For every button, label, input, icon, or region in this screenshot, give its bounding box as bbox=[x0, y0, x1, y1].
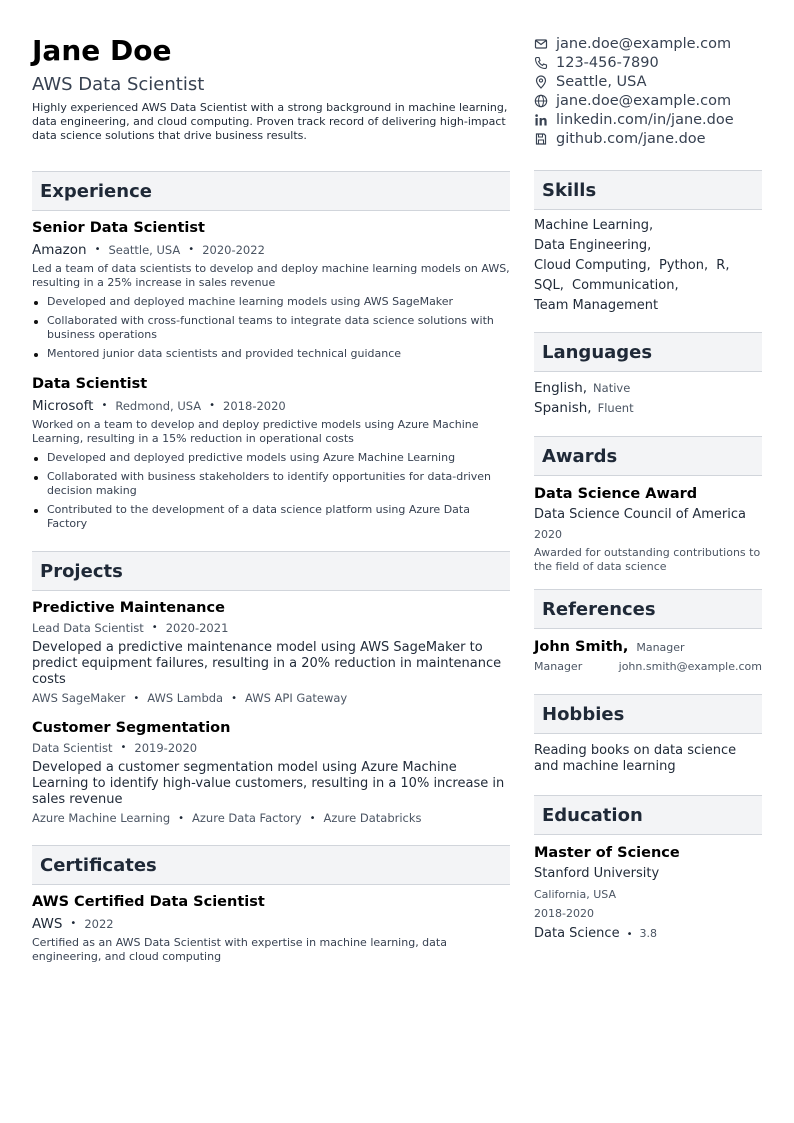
separator-dot: • bbox=[101, 400, 108, 411]
project-meta bbox=[32, 739, 510, 757]
language-name: Spanish, bbox=[534, 400, 592, 416]
project-tags bbox=[32, 691, 510, 705]
education-field: Data Science bbox=[534, 926, 620, 941]
right-column bbox=[534, 34, 762, 942]
award-title: Data Science Award bbox=[534, 486, 698, 502]
contact-phone[interactable] bbox=[534, 53, 762, 72]
separator-dot: • bbox=[626, 928, 633, 940]
separator-dot: • bbox=[70, 918, 77, 929]
project-tag: Azure Machine Learning bbox=[32, 811, 171, 825]
contact-email[interactable] bbox=[534, 34, 762, 53]
job-dates: 2018-2020 bbox=[223, 399, 286, 413]
project-tag: Azure Databricks bbox=[323, 811, 422, 825]
certificates-heading: Certificates bbox=[32, 845, 510, 885]
award-issuer: Data Science Council of America bbox=[534, 507, 746, 522]
left-column bbox=[32, 34, 510, 964]
skill-item: Machine Learning, bbox=[534, 218, 654, 233]
phone-icon bbox=[534, 56, 548, 70]
language-level: Fluent bbox=[597, 401, 634, 415]
languages-heading: Languages bbox=[534, 332, 762, 372]
hobby-item: Reading books on data science and machine learning bbox=[534, 743, 737, 774]
skill-item: Python, bbox=[658, 258, 709, 273]
contact-location-text: Seattle, USA bbox=[556, 73, 647, 90]
separator-dot: • bbox=[188, 244, 195, 255]
project-meta bbox=[32, 619, 510, 637]
certificate-issuer: AWS bbox=[32, 916, 63, 932]
separator-dot: • bbox=[231, 692, 237, 704]
language-item bbox=[534, 378, 762, 398]
skill-item: Team Management bbox=[534, 298, 659, 313]
award-year: 2020 bbox=[534, 528, 562, 541]
skills-list bbox=[534, 216, 762, 316]
project-description: Developed a customer segmentation model using Azure Machine Learning to identify high-value customers, resulting in a 10% increase in sales revenue bbox=[32, 760, 505, 807]
job-bullet: Contributed to the development of a data science platform using Azure Data Factory bbox=[32, 503, 510, 531]
education-field-row bbox=[534, 926, 762, 942]
job-bullet: Mentored junior data scientists and provided technical guidance bbox=[32, 347, 510, 361]
awards-heading: Awards bbox=[534, 436, 762, 476]
map-pin-icon bbox=[534, 75, 548, 89]
project-tag: AWS Lambda bbox=[147, 691, 224, 705]
contact-email-text: jane.doe@example.com bbox=[556, 35, 732, 52]
project-entry bbox=[32, 719, 510, 825]
contact-list bbox=[534, 34, 762, 148]
separator-dot: • bbox=[94, 244, 101, 255]
education-heading: Education bbox=[534, 795, 762, 835]
reference-details bbox=[534, 660, 762, 674]
project-role: Lead Data Scientist bbox=[32, 621, 144, 635]
project-description: Developed a predictive maintenance model using AWS SageMaker to predict equipment failures, resulting in a 20% reduction in maintenance costs bbox=[32, 640, 502, 687]
skill-item: Cloud Computing, bbox=[534, 258, 651, 273]
language-name: English, bbox=[534, 380, 588, 396]
certificate-meta bbox=[32, 915, 510, 933]
job-bullets bbox=[32, 295, 510, 361]
skill-item: R, bbox=[716, 258, 730, 273]
company-name: Microsoft bbox=[32, 398, 94, 414]
project-name: Customer Segmentation bbox=[32, 720, 231, 736]
globe-icon bbox=[534, 94, 548, 108]
contact-github-text: github.com/jane.doe bbox=[556, 130, 706, 147]
project-dates: 2019-2020 bbox=[134, 741, 198, 755]
contact-website-text: jane.doe@example.com bbox=[556, 92, 732, 109]
projects-heading: Projects bbox=[32, 551, 510, 591]
reference-entry bbox=[534, 638, 762, 674]
envelope-icon bbox=[534, 37, 548, 51]
job-bullet: Developed and deployed predictive models using Azure Machine Learning bbox=[32, 451, 510, 465]
job-bullet: Developed and deployed machine learning models using AWS SageMaker bbox=[32, 295, 510, 309]
contact-linkedin-text: linkedin.com/in/jane.doe bbox=[556, 111, 734, 128]
language-item bbox=[534, 398, 762, 418]
separator-dot: • bbox=[178, 812, 185, 824]
project-role: Data Scientist bbox=[32, 741, 113, 755]
job-meta bbox=[32, 397, 510, 415]
reference-name: John Smith, bbox=[534, 639, 629, 655]
linkedin-icon bbox=[534, 113, 548, 127]
contact-website[interactable] bbox=[534, 91, 762, 110]
experience-heading: Experience bbox=[32, 171, 510, 211]
job-bullet: Collaborated with business stakeholders to identify opportunities for data-driven decision making bbox=[32, 470, 510, 498]
education-school: Stanford University bbox=[534, 866, 660, 881]
job-summary: Led a team of data scientists to develop and deploy machine learning models on AWS, resulting in a 25% increase in sales revenue bbox=[32, 262, 510, 289]
hobbies-heading: Hobbies bbox=[534, 694, 762, 734]
job-meta bbox=[32, 241, 510, 259]
project-tag: AWS SageMaker bbox=[32, 691, 126, 705]
profile-summary: Highly experienced AWS Data Scientist with a strong background in machine learning, data engineering, and cloud computing. Proven track record of delivering high-impact data science solutions that drive business results. bbox=[32, 101, 508, 142]
certificate-name: AWS Certified Data Scientist bbox=[32, 894, 265, 910]
separator-dot: • bbox=[151, 622, 158, 633]
education-degree: Master of Science bbox=[534, 845, 680, 861]
education-dates: 2018-2020 bbox=[534, 907, 594, 920]
job-title: Senior Data Scientist bbox=[32, 220, 205, 236]
reference-email[interactable]: john.smith@example.com bbox=[618, 660, 762, 673]
project-tag: Azure Data Factory bbox=[192, 811, 302, 825]
separator-dot: • bbox=[120, 742, 127, 753]
skill-item: SQL, bbox=[534, 278, 564, 293]
candidate-title: AWS Data Scientist bbox=[32, 74, 205, 95]
job-summary: Worked on a team to develop and deploy predictive models using Azure Machine Learning, resulting in a 15% reduction in operational costs bbox=[32, 418, 479, 445]
contact-github[interactable] bbox=[534, 129, 762, 148]
references-heading: References bbox=[534, 589, 762, 629]
project-dates: 2020-2021 bbox=[165, 621, 229, 635]
project-entry bbox=[32, 599, 510, 705]
certificate-entry bbox=[32, 893, 510, 964]
job-bullet: Collaborated with cross-functional teams to integrate data science solutions with business operations bbox=[32, 314, 510, 342]
reference-position: Manager bbox=[636, 641, 685, 654]
award-description: Awarded for outstanding contributions to the field of data science bbox=[534, 546, 761, 573]
github-icon bbox=[534, 132, 548, 146]
education-entry bbox=[534, 844, 762, 942]
languages-list bbox=[534, 378, 762, 418]
award-entry bbox=[534, 485, 762, 574]
language-level: Native bbox=[593, 381, 631, 395]
education-gpa: 3.8 bbox=[639, 927, 657, 940]
job-bullets bbox=[32, 451, 510, 531]
skills-heading: Skills bbox=[534, 170, 762, 210]
job-dates: 2020-2022 bbox=[202, 243, 265, 257]
contact-linkedin[interactable] bbox=[534, 110, 762, 129]
education-location: California, USA bbox=[534, 888, 616, 901]
contact-phone-text: 123-456-7890 bbox=[556, 54, 659, 71]
skill-item: Data Engineering, bbox=[534, 238, 652, 253]
certificate-year: 2022 bbox=[84, 917, 114, 931]
contact-location bbox=[534, 72, 762, 91]
job-location: Redmond, USA bbox=[115, 399, 202, 413]
project-tag: AWS API Gateway bbox=[245, 691, 348, 705]
company-name: Amazon bbox=[32, 242, 87, 258]
job-title: Data Scientist bbox=[32, 376, 148, 392]
separator-dot: • bbox=[133, 692, 140, 704]
skill-item: Communication, bbox=[572, 278, 679, 293]
experience-entry bbox=[32, 219, 510, 361]
separator-dot: • bbox=[309, 812, 316, 824]
project-tags bbox=[32, 811, 510, 825]
certificate-description: Certified as an AWS Data Scientist with expertise in machine learning, data engineering, and cloud computing bbox=[32, 936, 447, 963]
reference-role: Manager bbox=[534, 660, 583, 673]
project-name: Predictive Maintenance bbox=[32, 600, 225, 616]
job-location: Seattle, USA bbox=[108, 243, 181, 257]
separator-dot: • bbox=[209, 400, 216, 411]
candidate-name: Jane Doe bbox=[32, 34, 172, 67]
experience-entry bbox=[32, 375, 510, 531]
